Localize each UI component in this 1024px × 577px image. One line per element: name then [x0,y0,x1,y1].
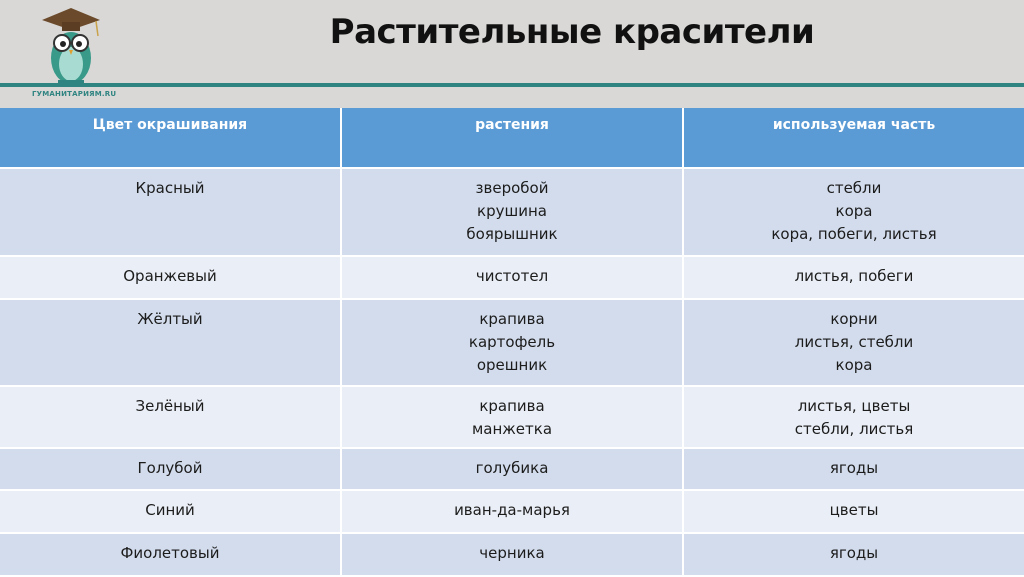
part-name: ягоды [829,544,879,562]
part-name: листья, цветы [797,397,911,415]
part-cell [683,299,1024,386]
table-row [0,448,1024,490]
table-row [0,533,1024,576]
part-cell [683,386,1024,448]
accent-stripe [0,83,1024,87]
plants-cell [341,168,683,256]
page-title: Растительные красители [329,12,815,52]
table-row [0,256,1024,299]
part-cell [683,256,1024,299]
part-name: листья, стебли [794,333,914,351]
plants-cell [341,490,683,533]
plant-name: черника [479,544,545,562]
column-header-part: используемая часть [683,108,1024,168]
plant-name: орешник [476,356,548,374]
logo-text: ГУМАНИТАРИЯМ.RU [32,90,117,98]
part-cell [683,168,1024,256]
part-name: кора [835,202,873,220]
part-cell [683,490,1024,533]
plants-cell [341,448,683,490]
table-row [0,168,1024,256]
plant-name: манжетка [471,420,553,438]
plant-name: крушина [477,202,547,220]
part-name: стебли, листья [794,420,914,438]
part-name: корни [830,310,878,328]
part-cell [683,448,1024,490]
plant-name: голубика [475,459,549,477]
slide-header [0,0,1024,108]
part-name: листья, побеги [794,267,914,285]
table-row [0,386,1024,448]
color-cell: Синий [0,490,341,533]
plants-cell [341,299,683,386]
table-header-row [0,108,1024,168]
part-name: кора [835,356,873,374]
part-cell [683,533,1024,576]
table-row [0,490,1024,533]
part-name: ягоды [829,459,879,477]
part-name: кора, побеги, листья [771,225,937,243]
color-cell: Красный [0,168,341,256]
column-header-color: Цвет окрашивания [0,108,341,168]
plants-cell [341,256,683,299]
plants-cell [341,386,683,448]
part-name: цветы [829,501,879,519]
color-cell: Голубой [0,448,341,490]
table-row [0,299,1024,386]
plant-name: крапива [479,397,545,415]
plant-name: чистотел [475,267,549,285]
plant-name: боярышник [466,225,558,243]
part-name: стебли [826,179,882,197]
plants-cell [341,533,683,576]
color-cell: Зелёный [0,386,341,448]
plant-name: иван-да-марья [454,501,570,519]
plant-name: зверобой [475,179,549,197]
color-cell: Жёлтый [0,299,341,386]
column-header-plants: растения [341,108,683,168]
color-cell: Фиолетовый [0,533,341,576]
plant-name: крапива [479,310,545,328]
color-cell: Оранжевый [0,256,341,299]
plant-name: картофель [468,333,556,351]
dyes-table [0,108,1024,577]
